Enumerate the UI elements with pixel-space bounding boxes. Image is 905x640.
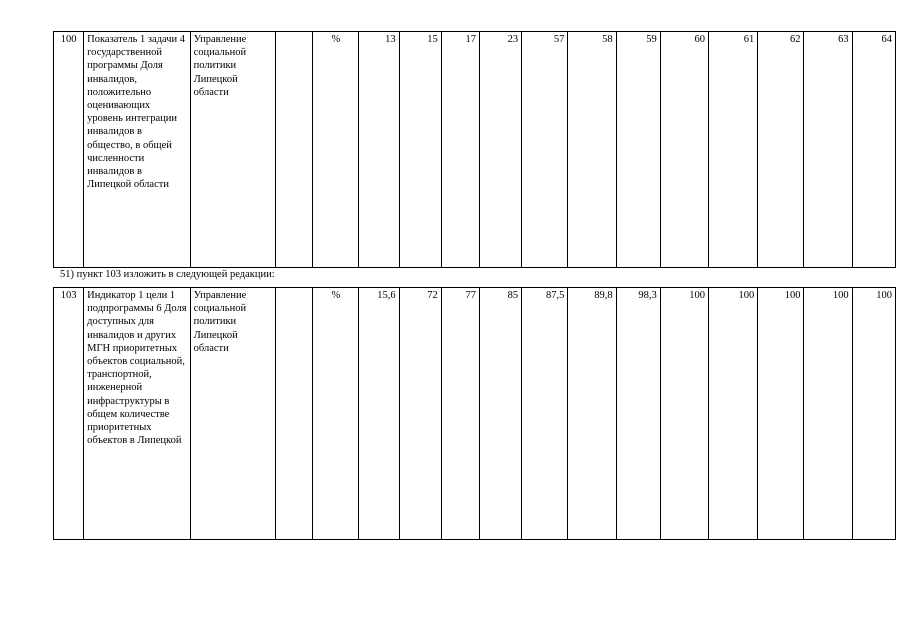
value-cell: 59 (616, 32, 660, 268)
executor: Управление социальной политики Липецкой области (190, 288, 275, 540)
value-cell: 87,5 (522, 288, 568, 540)
row-number: 100 (54, 32, 84, 268)
value-cell: 98,3 (616, 288, 660, 540)
value-cell: 89,8 (568, 288, 616, 540)
value-cell: 100 (758, 288, 804, 540)
table-row (54, 32, 896, 268)
table-row (54, 288, 896, 540)
row-number: 103 (54, 288, 84, 540)
indicator-table-row-103 (53, 287, 896, 540)
unit: % (313, 288, 359, 540)
value-cell: 100 (709, 288, 758, 540)
indicator-name: Индикатор 1 цели 1 подпрограммы 6 Доля доступных для инвалидов и других МГН приоритетных объектов социальной, транспортной, инженерной инфраструктуры в общем количестве приоритетных объектов в Липецкой (84, 288, 191, 540)
empty-cell (276, 32, 313, 268)
indicator-table-row-100 (53, 31, 896, 268)
value-cell: 72 (399, 288, 441, 540)
value-cell: 85 (479, 288, 521, 540)
value-cell: 58 (568, 32, 616, 268)
value-cell: 13 (359, 32, 399, 268)
value-cell: 61 (709, 32, 758, 268)
amendment-text: 51) пункт 103 изложить в следующей редакции: (60, 269, 275, 280)
value-cell: 64 (852, 32, 895, 268)
value-cell: 63 (804, 32, 852, 268)
executor: Управление социальной политики Липецкой области (190, 32, 275, 268)
value-cell: 77 (441, 288, 479, 540)
value-cell: 15 (399, 32, 441, 268)
empty-cell (276, 288, 313, 540)
unit: % (313, 32, 359, 268)
value-cell: 100 (660, 288, 708, 540)
value-cell: 62 (758, 32, 804, 268)
value-cell: 100 (804, 288, 852, 540)
value-cell: 15,6 (359, 288, 399, 540)
value-cell: 23 (479, 32, 521, 268)
value-cell: 17 (441, 32, 479, 268)
indicator-name: Показатель 1 задачи 4 государственной программы Доля инвалидов, положительно оценивающих уровень интеграции инвалидов в общество, в общей численности инвалидов в Липецкой области (84, 32, 191, 268)
value-cell: 100 (852, 288, 895, 540)
value-cell: 57 (522, 32, 568, 268)
value-cell: 60 (660, 32, 708, 268)
